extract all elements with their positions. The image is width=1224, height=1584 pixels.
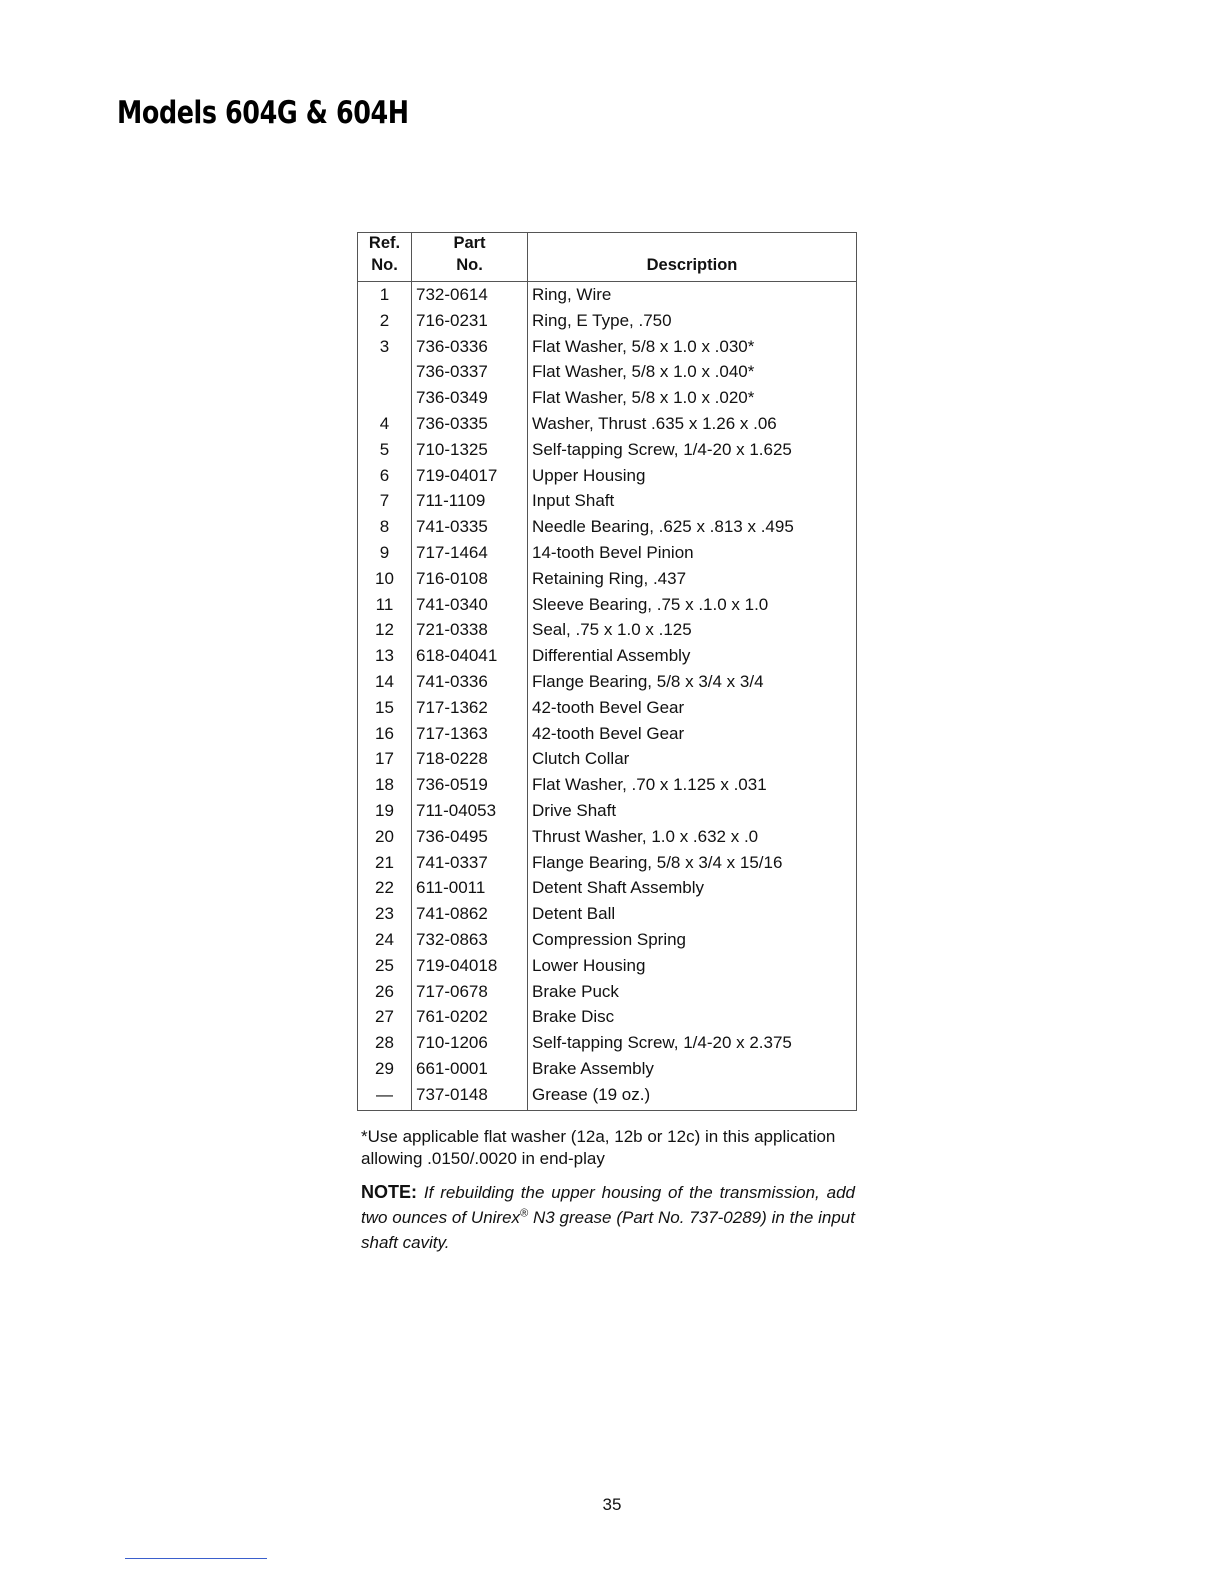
description-cell: Flange Bearing, 5/8 x 3/4 x 3/4	[528, 669, 857, 695]
part-no-cell: 741-0335	[412, 514, 528, 540]
description-cell: Input Shaft	[528, 488, 857, 514]
ref-no-cell: 9	[379, 542, 390, 562]
ref-no-cell: 8	[379, 517, 390, 537]
description-cell: Brake Assembly	[528, 1056, 857, 1082]
ref-no-cell: 6	[379, 465, 390, 485]
part-no-cell: 737-0148	[412, 1082, 528, 1110]
note-text: If rebuilding the upper housing of the transmission, add two ounces of Unirex® N3 grease (Part No. 737-0289) in the input shaft cavity.	[361, 1183, 855, 1252]
ref-no-cell: 29	[375, 1058, 394, 1078]
ref-no-cell: 27	[375, 1007, 394, 1027]
description-cell: 42-tooth Bevel Gear	[528, 721, 857, 747]
table-row	[358, 282, 857, 308]
table-row	[358, 1030, 857, 1056]
part-no-cell: 736-0495	[412, 824, 528, 850]
description-cell: Seal, .75 x 1.0 x .125	[528, 617, 857, 643]
part-no-cell: 718-0228	[412, 746, 528, 772]
header-ref-no: Ref. No.	[358, 233, 412, 282]
table-row	[358, 514, 857, 540]
description-cell: Flat Washer, 5/8 x 1.0 x .030*	[528, 334, 857, 360]
part-no-cell: 716-0231	[412, 308, 528, 334]
description-cell: Sleeve Bearing, .75 x .1.0 x 1.0	[528, 592, 857, 618]
description-cell: Brake Puck	[528, 979, 857, 1005]
ref-no-cell: 16	[375, 723, 394, 743]
table-row	[358, 798, 857, 824]
ref-no-cell: 4	[379, 413, 390, 433]
parts-table	[357, 232, 857, 1111]
part-no-cell: 736-0335	[412, 411, 528, 437]
description-cell: Flat Washer, 5/8 x 1.0 x .020*	[528, 385, 857, 411]
ref-no-cell: 26	[375, 981, 394, 1001]
ref-no-cell: 28	[375, 1033, 394, 1053]
part-no-cell: 719-04017	[412, 463, 528, 489]
table-row	[358, 437, 857, 463]
description-cell: Upper Housing	[528, 463, 857, 489]
table-row	[358, 953, 857, 979]
part-no-cell: 741-0336	[412, 669, 528, 695]
description-cell: Washer, Thrust .635 x 1.26 x .06	[528, 411, 857, 437]
ref-no-cell: 15	[375, 697, 394, 717]
description-cell: 42-tooth Bevel Gear	[528, 695, 857, 721]
description-cell: Self-tapping Screw, 1/4-20 x 2.375	[528, 1030, 857, 1056]
ref-no-cell: 5	[379, 439, 390, 459]
table-header-row	[358, 233, 857, 282]
description-cell: Thrust Washer, 1.0 x .632 x .0	[528, 824, 857, 850]
table-row	[358, 592, 857, 618]
part-no-cell: 716-0108	[412, 566, 528, 592]
part-no-cell: 717-1464	[412, 540, 528, 566]
ref-no-cell	[358, 385, 412, 411]
page-title: Models 604G & 604H	[117, 95, 409, 131]
table-row	[358, 411, 857, 437]
part-no-cell: 736-0349	[412, 385, 528, 411]
ref-no-cell: 19	[375, 800, 394, 820]
part-no-cell: 661-0001	[412, 1056, 528, 1082]
registered-mark: ®	[520, 1207, 529, 1220]
part-no-cell: 618-04041	[412, 643, 528, 669]
ref-no-cell: 20	[375, 826, 394, 846]
table-row	[358, 463, 857, 489]
table-row	[358, 617, 857, 643]
washer-footnote: *Use applicable flat washer (12a, 12b or 12c) in this application allowing .0150/.0020 in end-play	[361, 1127, 836, 1168]
table-row	[358, 979, 857, 1005]
table-row	[358, 721, 857, 747]
ref-no-cell: 24	[375, 929, 394, 949]
table-row	[358, 669, 857, 695]
ref-no-cell: 21	[375, 852, 394, 872]
table-row	[358, 334, 857, 360]
parts-table-body	[358, 282, 857, 1111]
part-no-cell: 741-0340	[412, 592, 528, 618]
description-cell: Ring, Wire	[528, 282, 857, 308]
description-cell: Needle Bearing, .625 x .813 x .495	[528, 514, 857, 540]
ref-no-cell: 22	[375, 878, 394, 898]
ref-no-cell	[358, 359, 412, 385]
table-row	[358, 308, 857, 334]
part-no-cell: 710-1206	[412, 1030, 528, 1056]
part-no-cell: 611-0011	[412, 875, 528, 901]
header-description: Description	[528, 233, 857, 282]
description-cell: Ring, E Type, .750	[528, 308, 857, 334]
part-no-cell: 717-1363	[412, 721, 528, 747]
table-row	[358, 359, 857, 385]
description-cell: 14-tooth Bevel Pinion	[528, 540, 857, 566]
note-label: NOTE:	[361, 1182, 417, 1202]
header-part-no: Part No.	[412, 233, 528, 282]
table-row	[358, 824, 857, 850]
description-cell: Clutch Collar	[528, 746, 857, 772]
table-row	[358, 540, 857, 566]
table-row	[358, 746, 857, 772]
ref-no-cell: 23	[375, 904, 394, 924]
page-number: 35	[602, 1495, 622, 1514]
table-row	[358, 643, 857, 669]
description-cell: Drive Shaft	[528, 798, 857, 824]
bottom-rule	[125, 1558, 267, 1559]
description-cell: Grease (19 oz.)	[528, 1082, 857, 1110]
description-cell: Compression Spring	[528, 927, 857, 953]
ref-no-cell: 11	[375, 594, 394, 614]
description-cell: Flange Bearing, 5/8 x 3/4 x 15/16	[528, 850, 857, 876]
part-no-cell: 717-0678	[412, 979, 528, 1005]
description-cell: Differential Assembly	[528, 643, 857, 669]
part-no-cell: 736-0336	[412, 334, 528, 360]
ref-no-cell: —	[376, 1084, 393, 1104]
table-row	[358, 875, 857, 901]
part-no-cell: 721-0338	[412, 617, 528, 643]
table-row	[358, 1082, 857, 1110]
part-no-cell: 761-0202	[412, 1004, 528, 1030]
ref-no-cell: 10	[375, 568, 394, 588]
part-no-cell: 741-0862	[412, 901, 528, 927]
part-no-cell: 711-1109	[412, 488, 528, 514]
table-row	[358, 566, 857, 592]
description-cell: Lower Housing	[528, 953, 857, 979]
part-no-cell: 736-0519	[412, 772, 528, 798]
description-cell: Detent Shaft Assembly	[528, 875, 857, 901]
ref-no-cell: 25	[375, 955, 394, 975]
ref-no-cell: 1	[379, 285, 390, 304]
part-no-cell: 710-1325	[412, 437, 528, 463]
ref-no-cell: 7	[379, 491, 390, 511]
description-cell: Detent Ball	[528, 901, 857, 927]
part-no-cell: 719-04018	[412, 953, 528, 979]
description-cell: Self-tapping Screw, 1/4-20 x 1.625	[528, 437, 857, 463]
ref-no-cell: 2	[379, 310, 390, 330]
description-cell: Retaining Ring, .437	[528, 566, 857, 592]
ref-no-cell: 13	[375, 646, 394, 666]
table-row	[358, 927, 857, 953]
table-row	[358, 488, 857, 514]
ref-no-cell: 18	[375, 775, 394, 795]
rebuild-note	[361, 1180, 855, 1255]
table-row	[358, 1004, 857, 1030]
description-cell: Flat Washer, .70 x 1.125 x .031	[528, 772, 857, 798]
ref-no-cell: 12	[375, 620, 394, 640]
part-no-cell: 741-0337	[412, 850, 528, 876]
part-no-cell: 711-04053	[412, 798, 528, 824]
description-cell: Brake Disc	[528, 1004, 857, 1030]
table-row	[358, 850, 857, 876]
table-row	[358, 695, 857, 721]
table-row	[358, 772, 857, 798]
ref-no-cell: 17	[375, 749, 394, 769]
ref-no-cell: 3	[379, 336, 390, 356]
table-row	[358, 385, 857, 411]
table-row	[358, 901, 857, 927]
part-no-cell: 732-0863	[412, 927, 528, 953]
description-cell: Flat Washer, 5/8 x 1.0 x .040*	[528, 359, 857, 385]
table-row	[358, 1056, 857, 1082]
part-no-cell: 732-0614	[412, 282, 528, 308]
part-no-cell: 717-1362	[412, 695, 528, 721]
ref-no-cell: 14	[375, 671, 394, 691]
part-no-cell: 736-0337	[412, 359, 528, 385]
